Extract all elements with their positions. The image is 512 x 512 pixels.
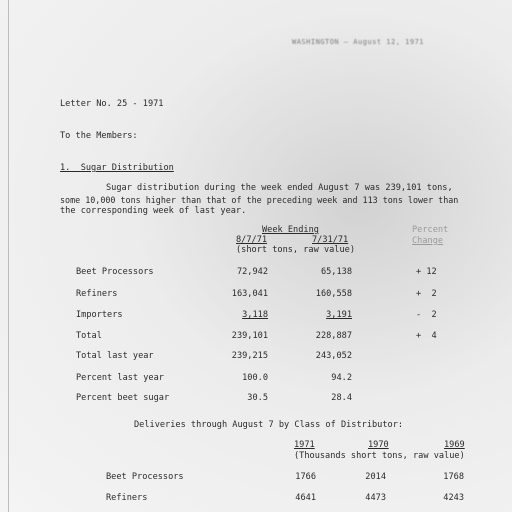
row-label: Refiners	[106, 493, 148, 503]
row-value-1969: 1768	[443, 472, 464, 482]
col-header-week2: 7/31/71	[312, 235, 349, 245]
row-value-week1: 3,118	[242, 310, 268, 320]
row-value-week1: 30.5	[247, 393, 268, 403]
row-value-1969: 4243	[443, 493, 464, 503]
row-value-week1: 72,942	[236, 267, 268, 277]
row-value-1970: 2014	[365, 472, 386, 482]
col-header-1970: 1970	[368, 440, 389, 450]
row-value-week2: 65,138	[320, 267, 352, 277]
paragraph-line-3: the corresponding week of last year.	[60, 206, 247, 216]
col-header-1969: 1969	[444, 440, 465, 450]
row-label: Refiners	[76, 289, 118, 299]
row-label: Importers	[76, 310, 123, 320]
row-value-week1: 163,041	[231, 289, 268, 299]
scan-edge-line	[8, 0, 9, 512]
paragraph-line-1: Sugar distribution during the week ended August 7 was 239,101 tons,	[106, 183, 453, 193]
row-value-week1: 239,215	[231, 351, 268, 361]
row-label: Percent last year	[76, 373, 164, 383]
row-percent-change: + 2	[416, 289, 437, 299]
class-table-title: Deliveries through August 7 by Class of Distributor:	[134, 420, 404, 430]
change-header: Change	[412, 236, 444, 246]
row-percent-change: - 2	[416, 310, 437, 320]
row-value-week2: 28.4	[331, 393, 352, 403]
row-label: Total	[76, 331, 102, 341]
section-title: 1. Sugar Distribution	[60, 163, 174, 173]
row-percent-change: + 12	[416, 267, 437, 277]
row-value-1970: 4473	[365, 493, 386, 503]
letterhead-smudge: WASHINGTON — August 12, 1971	[292, 38, 425, 46]
row-label: Beet Processors	[76, 267, 154, 277]
row-label: Percent beet sugar	[76, 393, 170, 403]
row-percent-change: + 4	[416, 331, 437, 341]
row-value-week2: 243,052	[315, 351, 352, 361]
col-header-week1: 8/7/71	[236, 235, 268, 245]
col-header-1971: 1971	[294, 440, 315, 450]
row-value-week2: 94.2	[331, 373, 352, 383]
week-table-units: (short tons, raw value)	[236, 245, 355, 255]
week-ending-header: Week Ending	[262, 225, 319, 235]
row-value-week2: 160,558	[315, 289, 352, 299]
row-value-week2: 228,887	[315, 331, 352, 341]
salutation: To the Members:	[60, 131, 138, 141]
row-value-week1: 100.0	[242, 373, 268, 383]
class-table-units: (Thousands short tons, raw value)	[294, 451, 465, 461]
row-label: Total last year	[76, 351, 154, 361]
row-value-1971: 4641	[295, 493, 316, 503]
letter-number: Letter No. 25 - 1971	[60, 99, 164, 109]
paragraph-line-2: some 10,000 tons higher than that of the preceding week and 113 tons lower than	[60, 195, 459, 205]
percent-header: Percent	[412, 225, 449, 235]
row-value-week2: 3,191	[326, 310, 352, 320]
row-value-1971: 1766	[295, 472, 316, 482]
row-label: Beet Processors	[106, 472, 184, 482]
row-value-week1: 239,101	[231, 331, 268, 341]
